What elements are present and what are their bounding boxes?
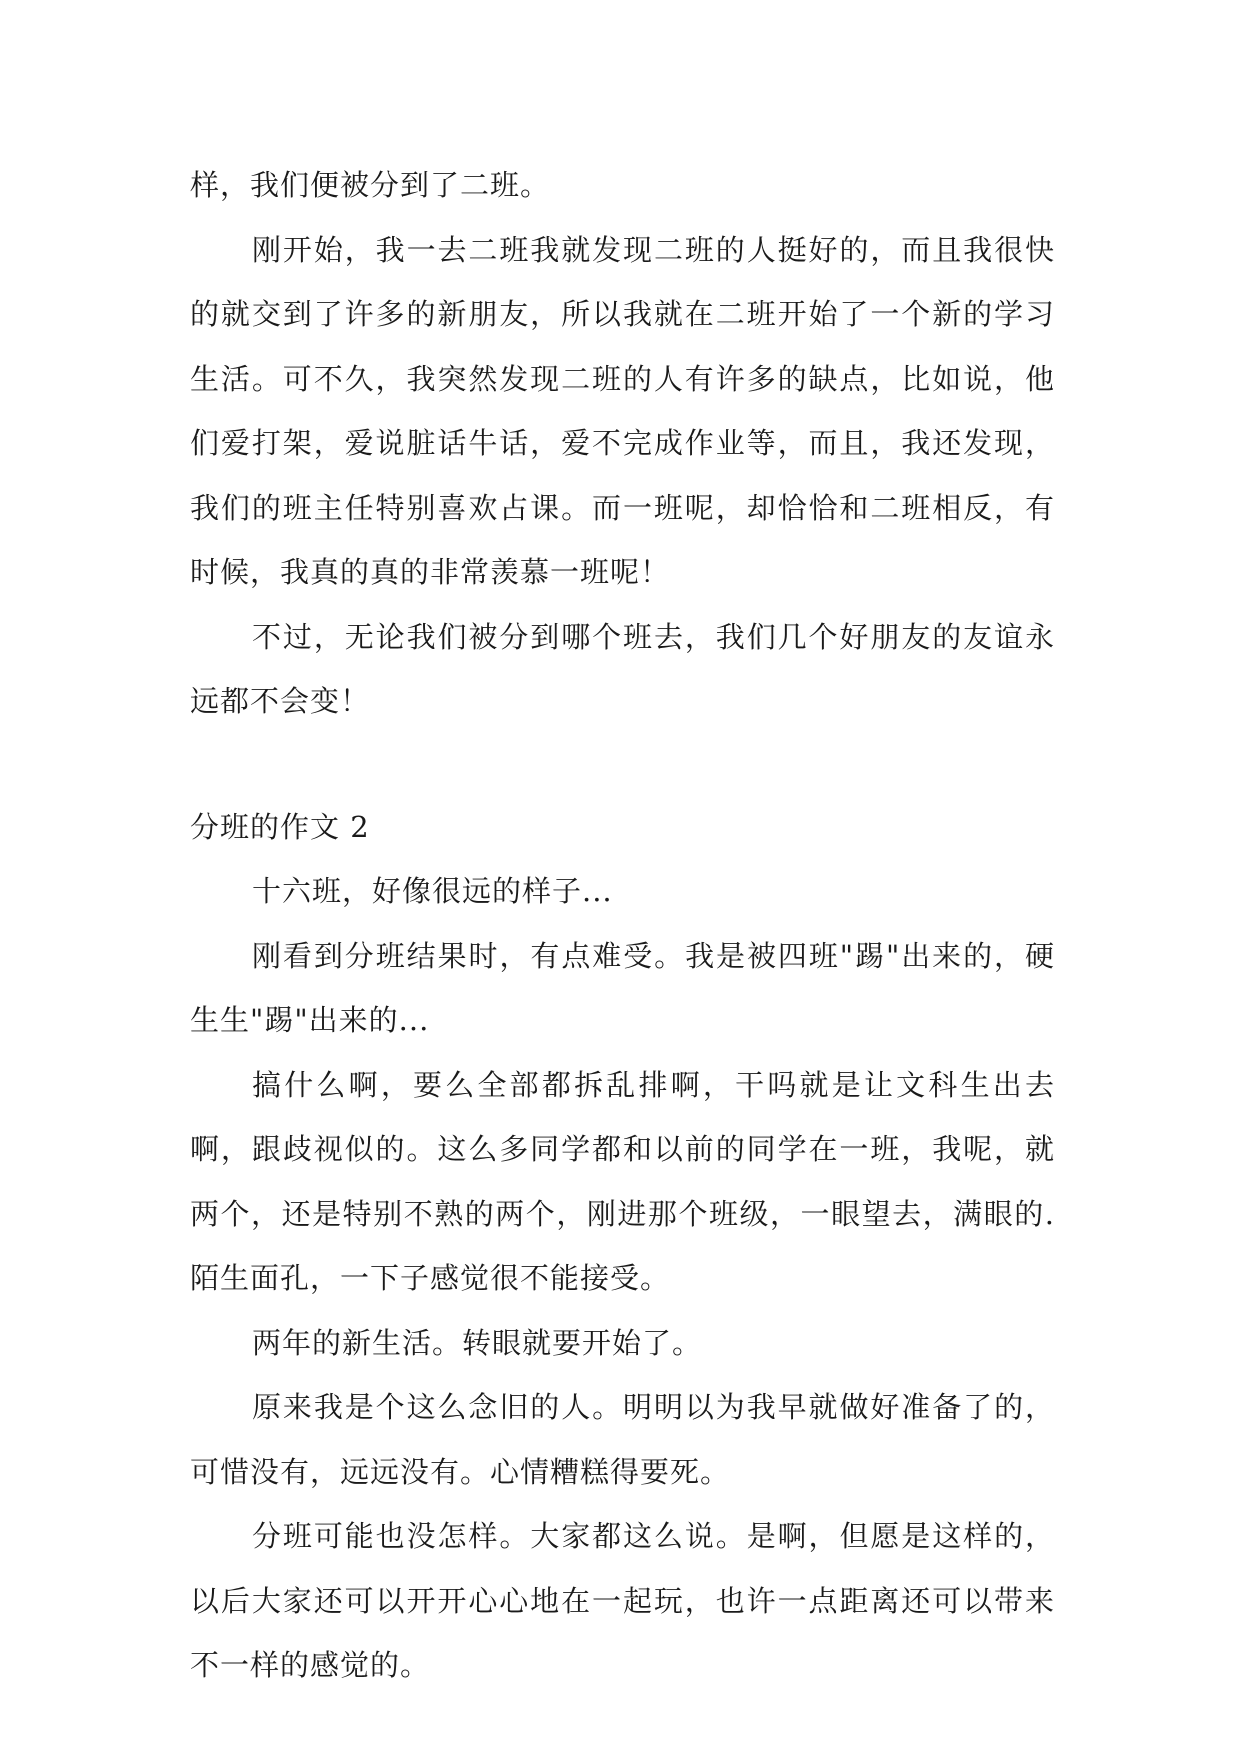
paragraph: 两年的新生活。转眼就要开始了。 bbox=[252, 1325, 703, 1360]
paragraph: 原来我是个这么念旧的人。明明以为我早就做好准备了的，可惜没有，远远没有。心情糟糕得要死。 bbox=[190, 1390, 1055, 1489]
paragraph: 搞什么啊，要么全部都拆乱排啊，干吗就是让文科生出去啊，跟歧视似的。这么多同学都和以前的同学在一班，我呢，就两个，还是特别不熟的两个，刚进那个班级，一眼望去，满眼的.陌生面孔，一下子感觉很不能接受。 bbox=[190, 1067, 1055, 1295]
paragraph: 十六班，好像很远的样子... bbox=[252, 874, 613, 908]
paragraph: 刚看到分班结果时，有点难受。我是被四班"踢"出来的，硬生生"踢"出来的... bbox=[190, 938, 1055, 1037]
document-body bbox=[190, 153, 1055, 1698]
paragraph: 不过，无论我们被分到哪个班去，我们几个好朋友的友谊永远都不会变！ bbox=[190, 619, 1055, 718]
paragraph: 刚开始，我一去二班我就发现二班的人挺好的，而且我很快的就交到了许多的新朋友，所以我就在二班开始了一个新的学习生活。可不久，我突然发现二班的人有许多的缺点，比如说，他们爱打架，爱说脏话牛话，爱不完成作业等，而且，我还发现，我们的班主任特别喜欢占课。而一班呢，却恰恰和二班相反，有时候，我真的真的非常羡慕一班呢！ bbox=[190, 232, 1055, 589]
paragraph-continuation: 样，我们便被分到了二班。 bbox=[190, 168, 551, 202]
essay-title: 分班的作文 2 bbox=[190, 809, 370, 844]
paragraph: 分班可能也没怎样。大家都这么说。是啊，但愿是这样的，以后大家还可以开开心心地在一起玩，也许一点距离还可以带来不一样的感觉的。 bbox=[190, 1519, 1055, 1682]
